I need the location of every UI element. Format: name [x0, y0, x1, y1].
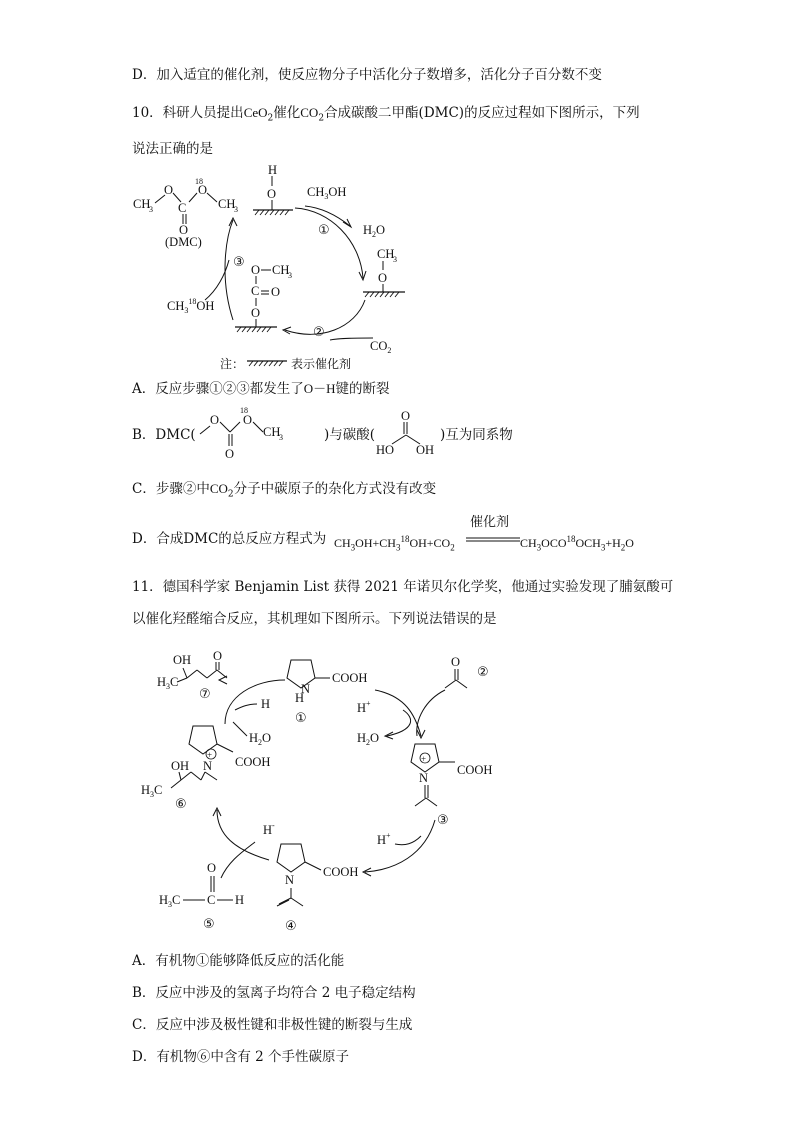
svg-text:C: C	[251, 284, 260, 298]
equation-double-line	[466, 536, 520, 544]
methanol-label: $CH_3OH$	[307, 185, 347, 201]
svg-text:18: 18	[240, 406, 248, 415]
svg-text:⑥: ⑥	[175, 797, 187, 812]
svg-text:C: C	[207, 893, 216, 907]
svg-text:O: O	[207, 861, 217, 875]
svg-text:⑦: ⑦	[199, 687, 211, 702]
svg-text:O: O	[243, 413, 253, 427]
svg-text:N: N	[419, 771, 429, 785]
svg-text:+: +	[421, 754, 427, 764]
svg-text:H+: H+	[377, 831, 391, 847]
svg-text:②: ②	[477, 665, 489, 680]
svg-text:H2O: $H_2O$	[249, 731, 272, 747]
svg-text:COOH: COOH	[332, 671, 368, 685]
water-label: $H_2O$	[363, 223, 386, 239]
figure-note-text: 表示催化剂	[291, 357, 352, 371]
svg-text:O: O	[210, 413, 220, 427]
compound-4-enamine	[277, 844, 358, 934]
step-1: ①	[318, 223, 330, 238]
svg-text:O: O	[198, 183, 208, 197]
svg-text:+: +	[207, 750, 213, 760]
carbonic-acid-structure	[372, 408, 442, 458]
svg-text:H-: H-	[263, 821, 275, 837]
svg-text:HO: HO	[376, 443, 395, 457]
svg-text:H3C: $H_3C$	[159, 893, 181, 909]
q11-option-d: D．有机物⑥中含有 2 个手性碳原子	[132, 1049, 349, 1065]
svg-text:④: ④	[285, 919, 297, 934]
svg-text:③: ③	[437, 813, 449, 828]
q10-option-b-end: )互为同系物	[440, 427, 513, 443]
svg-text:⑤: ⑤	[203, 917, 215, 932]
dmc-label: (DMC)	[165, 235, 202, 249]
svg-text:H: H	[268, 163, 278, 177]
q11-option-c: C．反应中涉及极性键和非极性键的断裂与生成	[132, 1017, 413, 1033]
step-2: ②	[313, 325, 325, 340]
svg-text:O: O	[401, 409, 411, 423]
q9-option-d: D．加入适宜的催化剂，使反应物分子中活化分子数增多，活化分子百分数不变	[132, 67, 602, 83]
dmc-structure	[133, 177, 238, 249]
compound-5-acetaldehyde	[159, 861, 244, 932]
compound-2-acetone	[445, 655, 489, 688]
step-3: ③	[233, 255, 245, 270]
compound-3-iminium	[411, 744, 492, 828]
co2-label: $CO_2$	[370, 339, 392, 355]
svg-text:O: O	[378, 271, 388, 285]
svg-text:O: O	[164, 183, 174, 197]
surface-och3	[363, 247, 405, 297]
svg-text:CH: CH	[377, 247, 395, 261]
svg-text:①: ①	[295, 711, 307, 726]
q10-option-b-mid: )与碳酸(	[324, 427, 376, 443]
svg-text:N: N	[285, 873, 295, 887]
svg-text:C: C	[178, 201, 187, 215]
svg-text:CH: CH	[272, 263, 290, 277]
figure-note: 注：	[220, 357, 245, 371]
svg-text:3: 3	[288, 271, 292, 280]
svg-text:O: O	[179, 223, 189, 237]
q10-option-d: D．合成DMC的总反应方程式为	[132, 531, 327, 547]
q10-option-a: A．反应步骤①②③都发生了O－H键的断裂	[132, 381, 390, 397]
svg-text:O: O	[451, 655, 461, 669]
q10-option-d-catalyst: 催化剂	[470, 515, 510, 530]
q10-catalytic-cycle-figure	[125, 160, 445, 375]
svg-text:CH: CH	[133, 197, 151, 211]
svg-text:18: 18	[195, 177, 203, 186]
svg-text:H+: H+	[357, 699, 371, 715]
svg-text:3: 3	[393, 255, 397, 264]
compound-1-proline	[287, 660, 367, 726]
q11-mechanism-figure	[125, 640, 525, 940]
q10-stem-line2: 说法正确的是	[132, 141, 213, 157]
q11-stem-line2: 以催化羟醛缩合反应，其机理如下图所示。下列说法错误的是	[132, 611, 497, 627]
svg-text:H: H	[295, 691, 305, 705]
svg-text:OH: OH	[416, 443, 435, 457]
svg-text:CH: CH	[218, 197, 236, 211]
svg-text:H: H	[261, 697, 271, 711]
svg-text:O: O	[251, 306, 261, 320]
svg-text:OH: OH	[171, 759, 190, 773]
svg-text:CH: CH	[263, 425, 281, 439]
surface-carbonate	[235, 263, 292, 332]
compound-7	[157, 649, 227, 702]
svg-text:H: H	[235, 893, 245, 907]
svg-text:COOH: COOH	[323, 865, 359, 879]
svg-text:3: 3	[279, 433, 283, 442]
svg-text:H3C: $H_3C$	[141, 783, 163, 799]
svg-text:3: 3	[149, 205, 153, 214]
svg-text:3: 3	[234, 205, 238, 214]
surface-oh	[253, 163, 293, 215]
svg-text:O: O	[251, 263, 261, 277]
svg-text:N: N	[203, 759, 213, 773]
svg-text:O: O	[271, 285, 281, 299]
svg-text:COOH: COOH	[235, 755, 271, 769]
q10-option-d-product: $CH_3OCO^{18}OCH_3+H_2O$	[520, 534, 634, 553]
svg-text:COOH: COOH	[457, 763, 493, 777]
q10-option-b: B．DMC(	[132, 427, 196, 443]
q10-stem-line1: 10．科研人员提出CeO$_2$催化$CO_2$合成碳酸二甲酯(DMC)的反应过程如下图所示，下列	[132, 105, 640, 124]
svg-text:H2O: $H_2O$	[357, 731, 380, 747]
q11-stem-line1: 11．德国科学家 Benjamin List 获得 2021 年诺贝尔化学奖，他通过实验发现了脯氨酸可	[132, 579, 674, 595]
svg-text:O: O	[213, 649, 223, 663]
q10-option-d-equation: $CH_3OH+CH_3^{18}OH+CO_2$	[334, 534, 455, 553]
svg-text:N: N	[301, 682, 311, 696]
dmc-inline-structure	[196, 404, 318, 464]
svg-text:O: O	[267, 187, 277, 201]
svg-text:H3C: $H_3C$	[157, 675, 179, 691]
q11-option-a: A．有机物①能够降低反应的活化能	[132, 953, 345, 969]
q11-option-b: B．反应中涉及的氢离子均符合 2 电子稳定结构	[132, 985, 416, 1001]
ch3-18oh-label: $CH_3^{18}OH$	[167, 297, 215, 315]
q10-option-c: C．步骤②中$CO_2$分子中碳原子的杂化方式没有改变	[132, 481, 437, 500]
svg-text:OH: OH	[173, 653, 192, 667]
svg-text:O: O	[225, 447, 235, 461]
